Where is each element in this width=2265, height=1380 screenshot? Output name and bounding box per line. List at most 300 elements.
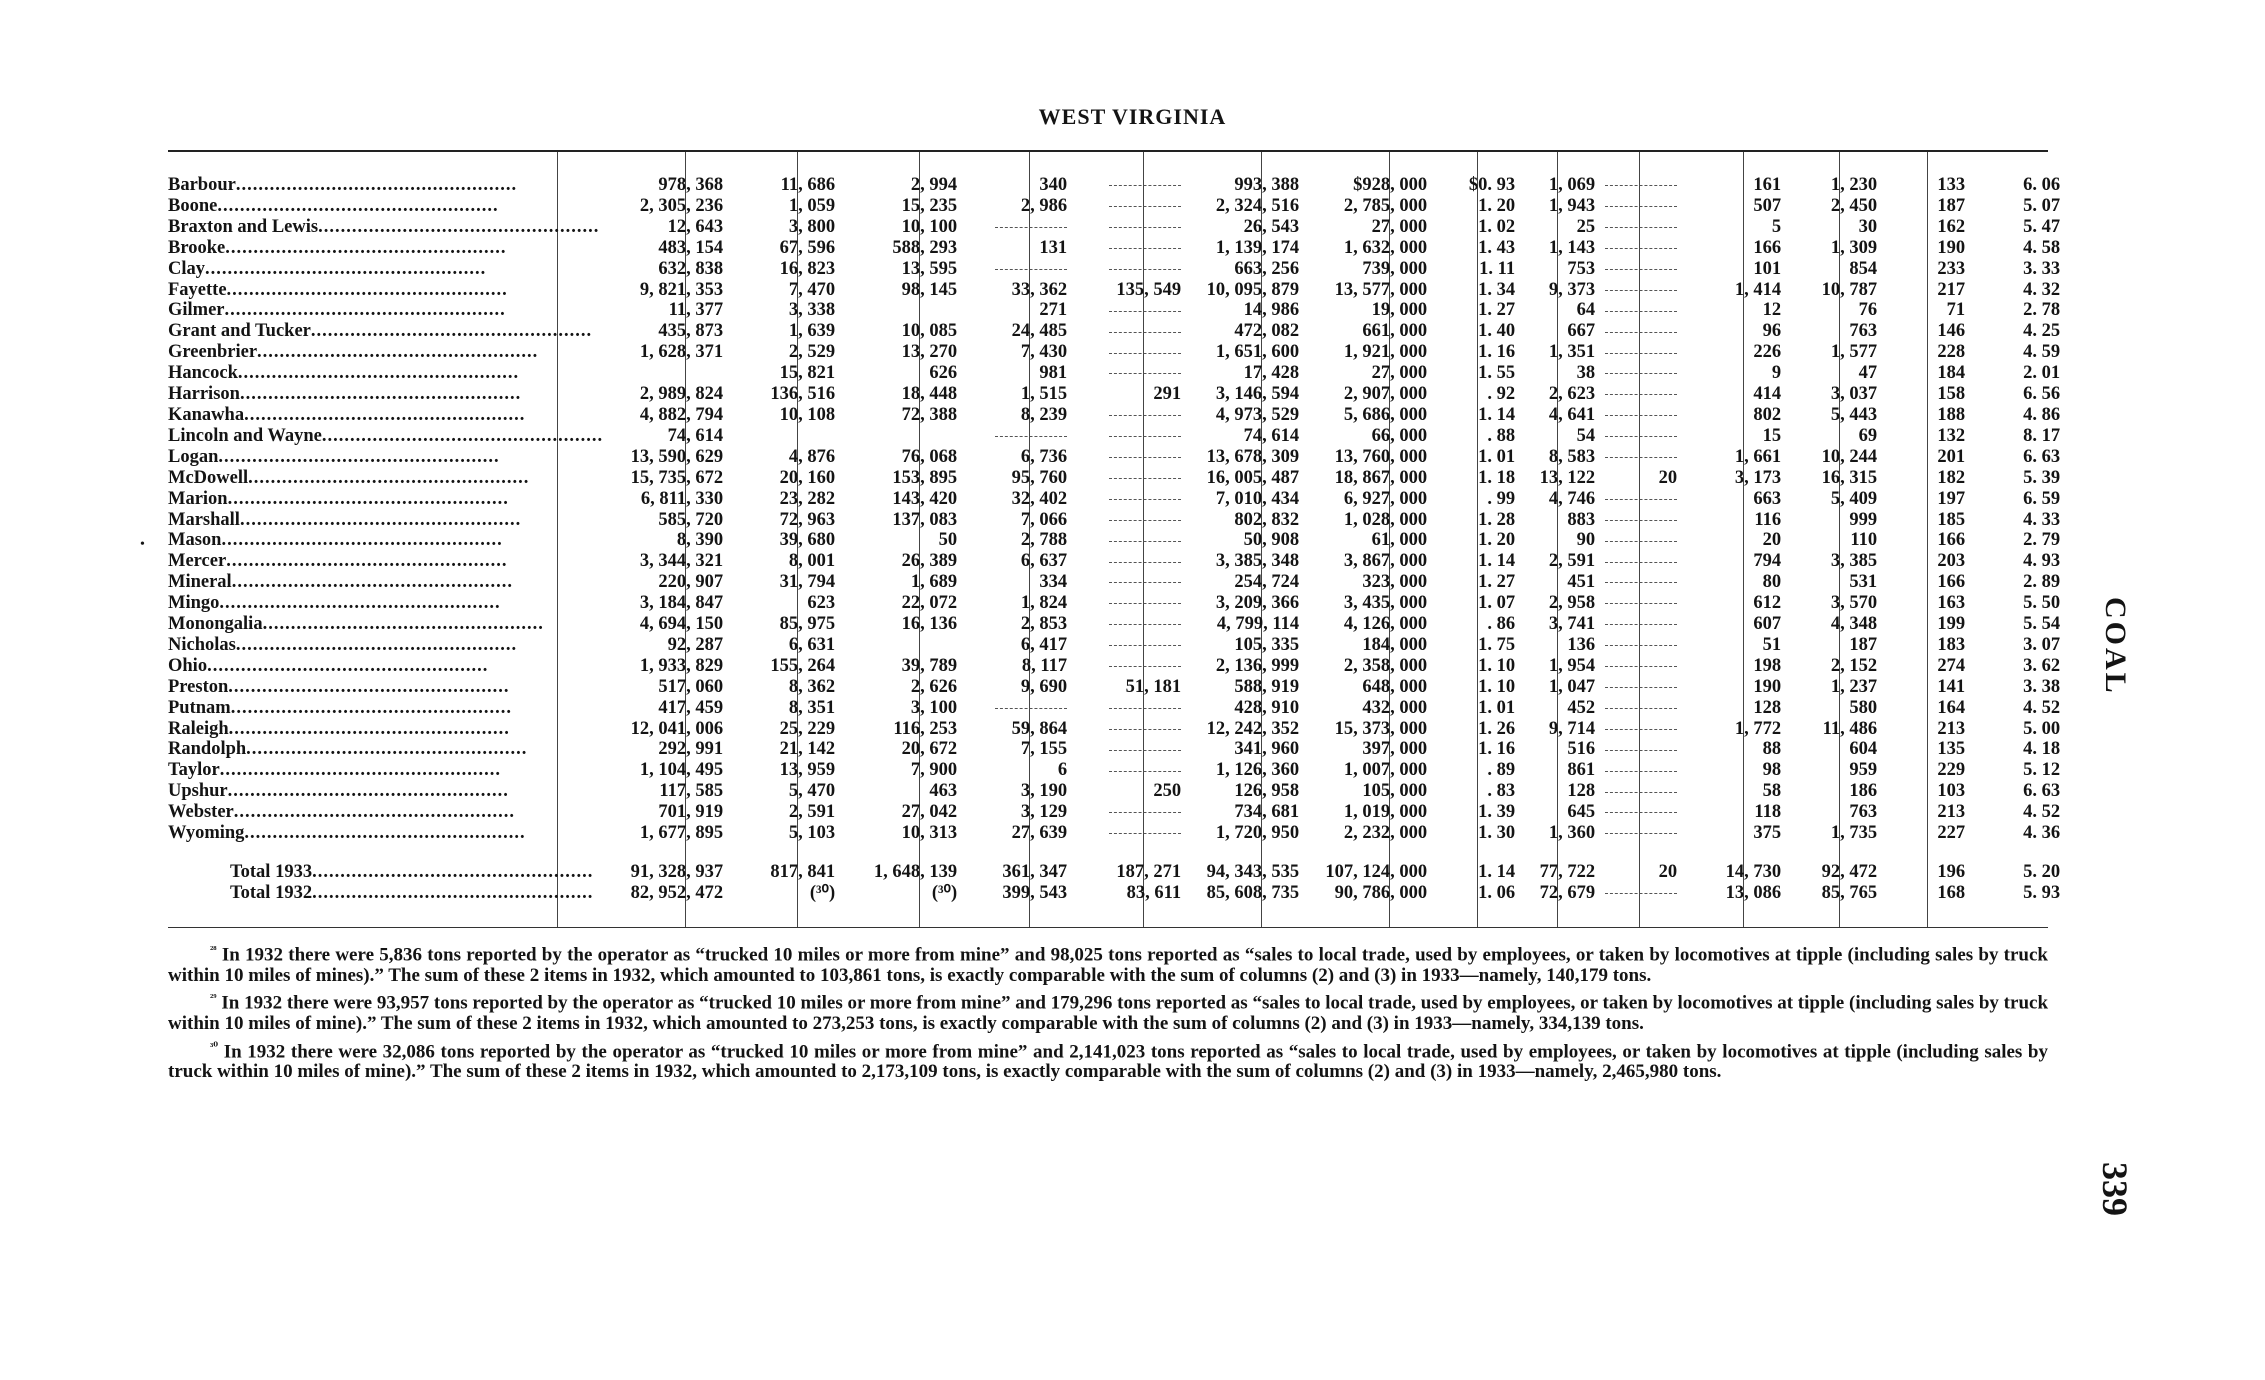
table-cell: 1, 028, 000 <box>1343 509 1428 530</box>
table-cell: 20, 672 <box>901 739 958 760</box>
table-cell: 20 <box>1762 530 1782 551</box>
table-cell: 2, 623 <box>1548 384 1596 405</box>
table-cell: 163 <box>1937 593 1966 614</box>
table-cell: 76 <box>1858 300 1878 321</box>
table-cell: 6, 631 <box>788 634 836 655</box>
table-cell: 54 <box>1576 425 1596 446</box>
table-cell <box>1075 698 1189 719</box>
row-label-text: Fayette <box>168 279 227 300</box>
table-cell: 414 <box>1753 384 1782 405</box>
page-title: WEST VIRGINIA <box>1038 104 1227 129</box>
table-cell: 802, 832 <box>1234 509 1300 530</box>
table-cell: 13, 595 <box>901 258 958 279</box>
table-cell: 734, 681 <box>1234 802 1300 823</box>
table-cell: 220, 907 <box>658 572 724 593</box>
table-cell: 141 <box>1937 676 1966 697</box>
table-cell: 3, 741 <box>1548 614 1596 635</box>
row-label-text: Upshur <box>168 781 228 802</box>
dash-leader <box>1109 499 1181 500</box>
table-cell: 1. 18 <box>1478 467 1516 488</box>
table-cell: 228 <box>1937 342 1966 363</box>
table-cell <box>1075 823 1189 844</box>
table-cell: 1, 921, 000 <box>1343 342 1428 363</box>
table-row <box>168 363 2068 384</box>
table-cell: 341, 960 <box>1234 739 1300 760</box>
table-cell: 3. 07 <box>2023 634 2061 655</box>
table-cell: $0. 93 <box>1468 175 1516 195</box>
row-label <box>168 321 603 342</box>
dash-leader <box>1605 269 1677 270</box>
footnote-text: In 1932 there were 32,086 tons reported by the operator as “trucked 10 miles or more from mine” and 2,141,023 tons reported as “sales to local trade, used by employees, or taken by locomotives at tipple (including sales by truck within 10 miles of mine).” The sum of these 2 items in 1932, which amounted to 2,173,109 tons, is exactly comparable with the sum of columns (2) and (3) in 1933—namely, 2,465,980 tons. <box>168 1040 2048 1083</box>
row-label <box>168 883 603 904</box>
table-row <box>168 300 2068 321</box>
table-cell: (³⁰) <box>931 882 958 903</box>
table-cell <box>1075 593 1189 614</box>
table-cell: 1. 01 <box>1478 446 1516 467</box>
table-cell: 80 <box>1762 572 1782 593</box>
table-cell <box>1075 802 1189 823</box>
table-row <box>168 196 2068 217</box>
table-cell: 5. 07 <box>2023 195 2061 216</box>
table-cell: 196 <box>1937 862 1966 882</box>
table-cell: 1. 16 <box>1478 342 1516 363</box>
table-cell: 6. 56 <box>2023 384 2061 405</box>
table-cell <box>1075 238 1189 259</box>
table-cell: 5. 50 <box>2023 593 2061 614</box>
table-cell: 2, 785, 000 <box>1343 195 1428 216</box>
row-label-text: Lincoln and Wayne <box>168 425 322 446</box>
leader-dots: .................................................. <box>244 404 526 425</box>
table-cell: 9 <box>1771 363 1782 384</box>
dash-leader <box>1605 206 1677 207</box>
row-label <box>168 447 603 468</box>
footnote-30 <box>168 1037 2048 1083</box>
row-label-text: Mason <box>168 530 222 551</box>
table-cell <box>1075 530 1189 551</box>
table-cell: 39, 789 <box>901 655 958 676</box>
table-cell: 72, 388 <box>901 404 958 425</box>
row-label-text: Brooke <box>168 237 226 258</box>
table-cell: 1. 28 <box>1478 509 1516 530</box>
table-cell: 4, 799, 114 <box>1216 614 1300 635</box>
dash-leader <box>1109 624 1181 625</box>
table-cell: 12, 041, 006 <box>630 718 724 739</box>
table-cell <box>1603 739 1685 760</box>
row-label <box>168 614 603 635</box>
dash-leader <box>1605 750 1677 751</box>
table-cell: 451 <box>1567 572 1596 593</box>
row-label-text: Monongalia <box>168 614 263 635</box>
leader-dots: .................................................. <box>221 530 503 551</box>
table-cell <box>1603 823 1685 844</box>
table-cell: 417, 459 <box>658 697 724 718</box>
table-cell: 1, 059 <box>788 195 836 216</box>
table-cell: 739, 000 <box>1362 258 1428 279</box>
table-cell: 5. 39 <box>2023 467 2061 488</box>
table-cell: 85, 975 <box>779 614 836 635</box>
row-label <box>168 238 603 259</box>
table-cell <box>965 698 1075 719</box>
table-cell: . 88 <box>1487 425 1516 446</box>
table-cell <box>1603 719 1685 740</box>
table-cell: 9, 821, 353 <box>639 279 724 300</box>
table-cell: 72, 679 <box>1539 882 1596 903</box>
stray-mark: • <box>140 537 145 552</box>
table-row <box>168 468 2068 489</box>
table-cell: 25, 229 <box>779 718 836 739</box>
table-cell: 183 <box>1937 634 1966 655</box>
table-cell: 375 <box>1753 823 1782 844</box>
table-cell: 2, 907, 000 <box>1343 384 1428 405</box>
row-label <box>168 426 603 447</box>
table-cell <box>731 426 843 447</box>
table-cell: 1, 651, 600 <box>1215 342 1300 363</box>
table-cell: 4. 52 <box>2023 802 2061 823</box>
row-label-text: Randolph <box>168 739 247 760</box>
table-cell: 435, 873 <box>658 321 724 342</box>
table-cell: 1, 735 <box>1830 823 1878 844</box>
table-cell: 663 <box>1753 488 1782 509</box>
table-cell <box>1603 635 1685 656</box>
footnote-29 <box>168 988 2048 1034</box>
table-cell <box>1603 530 1685 551</box>
table-cell: 580 <box>1849 697 1878 718</box>
dash-leader <box>1605 248 1677 249</box>
table-cell: 883 <box>1567 509 1596 530</box>
table-cell: 131 <box>1039 237 1068 258</box>
table-cell: 21, 142 <box>779 739 836 760</box>
table-cell <box>1603 447 1685 468</box>
table-cell: . 92 <box>1487 384 1516 405</box>
table-cell: 2, 788 <box>1020 530 1068 551</box>
table-cell: 8. 17 <box>2023 425 2061 446</box>
leader-dots: .................................................. <box>262 614 544 635</box>
table-cell: 2. 01 <box>2023 363 2061 384</box>
table-cell: 14, 986 <box>1243 300 1300 321</box>
table-cell: 13, 959 <box>779 760 836 781</box>
table-cell: 4, 746 <box>1548 488 1596 509</box>
table-cell: 517, 060 <box>658 676 724 697</box>
table-cell: 13, 590, 629 <box>630 446 724 467</box>
leader-dots: .................................................. <box>219 760 501 781</box>
dash-leader <box>1605 290 1677 291</box>
table-cell: 110 <box>1850 530 1878 551</box>
dash-leader <box>1605 562 1677 563</box>
row-label <box>168 635 603 656</box>
dash-leader <box>1109 353 1181 354</box>
table-cell <box>1075 217 1189 238</box>
table-cell: 229 <box>1937 760 1966 781</box>
table-cell: 10, 244 <box>1821 446 1878 467</box>
table-cell: 463 <box>929 781 958 802</box>
table-cell: 198 <box>1753 655 1782 676</box>
table-cell: 1, 661 <box>1734 446 1782 467</box>
dash-leader <box>1605 541 1677 542</box>
table-cell <box>1075 426 1189 447</box>
row-label <box>168 802 603 823</box>
table-cell: 2, 136, 999 <box>1215 655 1300 676</box>
dash-leader <box>1605 729 1677 730</box>
table-cell: 85, 608, 735 <box>1206 882 1300 903</box>
table-cell: 1, 515 <box>1020 384 1068 405</box>
table-cell: 16, 005, 487 <box>1206 467 1300 488</box>
table-cell: 701, 919 <box>658 802 724 823</box>
table-cell <box>1075 468 1189 489</box>
table-cell: 3, 344, 321 <box>639 551 724 572</box>
row-label <box>168 217 603 238</box>
table-cell: 1. 14 <box>1478 551 1516 572</box>
table-cell: 291 <box>1153 384 1182 405</box>
table-cell: 74, 614 <box>667 425 724 446</box>
table-cell <box>1075 551 1189 572</box>
dash-leader <box>1605 415 1677 416</box>
table-cell: 10, 085 <box>901 321 958 342</box>
table-cell: 107, 124, 000 <box>1325 862 1428 882</box>
table-cell: . 99 <box>1487 488 1516 509</box>
table-cell: 15, 735, 672 <box>630 467 724 488</box>
row-label-text: Taylor <box>168 760 220 781</box>
table-cell: 101 <box>1753 258 1782 279</box>
table-cell: 4. 32 <box>2023 279 2061 300</box>
table-cell: 1. 27 <box>1478 572 1516 593</box>
leader-dots: .................................................. <box>235 634 518 655</box>
table-row <box>168 280 2068 301</box>
table-cell: 1. 01 <box>1478 697 1516 718</box>
table-row <box>168 175 2068 196</box>
leader-dots: .................................................. <box>233 802 516 823</box>
table-cell: 4. 86 <box>2023 404 2061 425</box>
table-cell: 11, 377 <box>668 300 724 321</box>
dash-leader <box>1109 771 1181 772</box>
table-cell: 15, 235 <box>901 195 958 216</box>
table-row <box>168 760 2068 781</box>
table-cell <box>1603 781 1685 802</box>
table-cell: 162 <box>1937 216 1966 237</box>
leader-dots: .................................................. <box>244 823 526 844</box>
table-cell: . 89 <box>1487 760 1516 781</box>
dash-leader <box>1109 311 1181 312</box>
table-cell: 1, 577 <box>1830 342 1878 363</box>
table-cell <box>965 259 1075 280</box>
table-cell: 69 <box>1858 425 1878 446</box>
leader-dots: .................................................. <box>228 676 510 697</box>
table-cell: 1. 16 <box>1478 739 1516 760</box>
table-cell: 4. 52 <box>2023 697 2061 718</box>
table-cell: 6, 811, 330 <box>640 488 724 509</box>
dash-leader <box>1109 582 1181 583</box>
table-row <box>168 781 2068 802</box>
table-cell: 1, 639 <box>788 321 836 342</box>
table-cell: 83, 611 <box>1126 882 1182 903</box>
dash-leader <box>1109 269 1181 270</box>
table-cell: 1, 628, 371 <box>639 342 724 363</box>
table-cell: 8, 390 <box>676 530 724 551</box>
dash-leader <box>1605 373 1677 374</box>
table-cell: 166 <box>1937 572 1966 593</box>
table-cell <box>1603 593 1685 614</box>
table-cell: 158 <box>1937 384 1966 405</box>
table-cell: 91, 328, 937 <box>630 862 724 882</box>
table-cell <box>1075 405 1189 426</box>
table-cell: 4. 58 <box>2023 237 2061 258</box>
table-cell: 95, 760 <box>1011 467 1068 488</box>
table-cell: 25 <box>1576 216 1596 237</box>
spacer-row <box>168 844 2068 862</box>
table-cell: 1. 11 <box>1479 258 1516 279</box>
table-cell: 47 <box>1858 363 1878 384</box>
table-cell: 763 <box>1849 802 1878 823</box>
table-cell: 72, 963 <box>779 509 836 530</box>
table-cell: 3, 190 <box>1020 781 1068 802</box>
dash-leader <box>1605 353 1677 354</box>
table-cell: 959 <box>1849 760 1878 781</box>
table-cell: 623 <box>807 593 836 614</box>
row-label <box>168 593 603 614</box>
leader-dots: .................................................. <box>257 342 539 363</box>
table-cell: 507 <box>1753 195 1782 216</box>
dash-leader <box>1605 603 1677 604</box>
table-cell: 19, 000 <box>1371 300 1428 321</box>
table-cell: $928, 000 <box>1353 175 1428 195</box>
dash-leader <box>1109 248 1181 249</box>
table-cell: 2, 853 <box>1020 614 1068 635</box>
table-cell: 166 <box>1753 237 1782 258</box>
table-cell: 4. 25 <box>2023 321 2061 342</box>
table-cell: 1, 933, 829 <box>639 655 724 676</box>
table-cell <box>1603 217 1685 238</box>
table-cell: 1, 047 <box>1548 676 1596 697</box>
table-cell: 117, 585 <box>659 781 724 802</box>
row-label-text: Wyoming <box>168 823 245 844</box>
table-cell: 74, 614 <box>1243 425 1300 446</box>
row-label-text: Barbour <box>168 175 236 195</box>
leader-dots: .................................................. <box>227 781 509 802</box>
table-cell: 186 <box>1849 781 1878 802</box>
row-label <box>168 405 603 426</box>
table-cell: 15, 373, 000 <box>1334 718 1428 739</box>
table-cell <box>1603 760 1685 781</box>
table-cell: 361, 347 <box>1002 862 1068 882</box>
dash-leader <box>1109 708 1181 709</box>
table-cell: 187, 271 <box>1116 862 1182 882</box>
table-cell: 20, 160 <box>779 467 836 488</box>
leader-dots: .................................................. <box>248 467 530 488</box>
table-cell: 3. 38 <box>2023 676 2061 697</box>
row-label-text: Total 1932 <box>230 882 313 903</box>
table-cell: 92, 287 <box>667 634 724 655</box>
table-cell <box>1603 280 1685 301</box>
table-cell: 1. 55 <box>1478 363 1516 384</box>
table-cell: 10, 787 <box>1821 279 1878 300</box>
table-cell: 11, 686 <box>780 175 836 195</box>
table-cell <box>1075 760 1189 781</box>
table-cell: 1, 309 <box>1830 237 1878 258</box>
row-label <box>168 510 603 531</box>
dash-leader <box>1109 478 1181 479</box>
table-cell: 4, 641 <box>1548 404 1596 425</box>
table-cell: 5. 93 <box>2023 882 2061 903</box>
table-row <box>168 739 2068 760</box>
table-cell <box>1603 510 1685 531</box>
row-label-text: Marshall <box>168 509 240 530</box>
table-cell: 1. 07 <box>1478 593 1516 614</box>
row-label <box>168 300 603 321</box>
dash-leader <box>1109 645 1181 646</box>
dash-leader <box>1605 457 1677 458</box>
leader-dots: .................................................. <box>207 655 489 676</box>
dash-leader <box>1605 394 1677 395</box>
table-row <box>168 656 2068 677</box>
table-cell: 38 <box>1576 363 1596 384</box>
table-row <box>168 217 2068 238</box>
table-cell: 96 <box>1762 321 1782 342</box>
table-cell: 50 <box>938 530 958 551</box>
table-cell <box>1603 363 1685 384</box>
table-row <box>168 384 2068 405</box>
leader-dots: .................................................. <box>205 258 487 279</box>
table-cell: 3, 209, 366 <box>1215 593 1300 614</box>
table-cell: 7, 155 <box>1020 739 1068 760</box>
table-bottom-rule <box>168 927 2048 928</box>
table-cell: 1. 39 <box>1478 802 1516 823</box>
table-cell: 217 <box>1937 279 1966 300</box>
table-cell: 20 <box>1658 467 1678 488</box>
table-cell: 428, 910 <box>1234 697 1300 718</box>
table-cell <box>1603 426 1685 447</box>
table-cell: 90, 786, 000 <box>1334 882 1428 903</box>
row-label-text: Braxton and Lewis <box>168 216 319 237</box>
footnote-mark: ³⁰ <box>210 1040 219 1053</box>
table-cell: 30 <box>1858 216 1878 237</box>
table-cell: 1. 20 <box>1478 530 1516 551</box>
row-label <box>168 781 603 802</box>
table-cell: 626 <box>929 363 958 384</box>
row-label-text: Greenbrier <box>168 342 258 363</box>
dash-leader <box>1109 666 1181 667</box>
table-cell: 136 <box>1567 634 1596 655</box>
table-cell: 2, 986 <box>1020 195 1068 216</box>
table-cell: 184 <box>1937 363 1966 384</box>
table-cell: 59, 864 <box>1011 718 1068 739</box>
table-cell: 1. 34 <box>1478 279 1516 300</box>
table-cell: 632, 838 <box>658 258 724 279</box>
table-cell: 1, 237 <box>1830 676 1878 697</box>
table-cell: 4, 348 <box>1830 614 1878 635</box>
table-cell: 15, 821 <box>779 363 836 384</box>
table-cell: 1, 648, 139 <box>873 862 958 882</box>
coal-production-table <box>168 175 2068 904</box>
table-cell: 2, 626 <box>910 676 958 697</box>
table-cell: 1. 75 <box>1478 634 1516 655</box>
table-cell: 399, 543 <box>1002 882 1068 903</box>
row-label-text: Mercer <box>168 551 227 572</box>
table-cell: 817, 841 <box>770 862 836 882</box>
table-cell: 1, 414 <box>1734 279 1782 300</box>
table-cell <box>1075 259 1189 280</box>
row-label-text: Nicholas <box>168 634 236 655</box>
dash-leader <box>1109 373 1181 374</box>
table-cell <box>1075 175 1189 196</box>
dash-leader <box>995 269 1067 270</box>
leader-dots: .................................................. <box>246 739 528 760</box>
table-cell <box>965 426 1075 447</box>
table-cell: 76, 068 <box>901 446 958 467</box>
table-cell: 3, 100 <box>910 697 958 718</box>
row-label-text: Total 1933 <box>230 862 313 882</box>
table-cell <box>1075 510 1189 531</box>
leader-dots: .................................................. <box>312 882 594 903</box>
row-label-text: Kanawha <box>168 404 245 425</box>
